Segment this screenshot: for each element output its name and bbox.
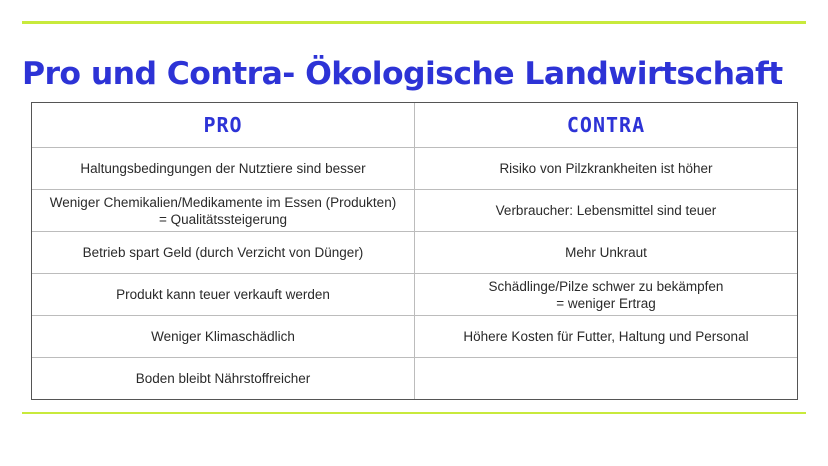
pro-cell bbox=[32, 148, 415, 190]
table-row bbox=[32, 148, 798, 190]
cell-text-line: Weniger Klimaschädlich bbox=[151, 329, 295, 344]
cell-text-line: Betrieb spart Geld (durch Verzicht von Dünger) bbox=[82, 245, 364, 260]
table-row bbox=[32, 358, 798, 400]
table-row bbox=[32, 232, 798, 274]
contra-column-header: CONTRA bbox=[415, 103, 798, 148]
table-header-row bbox=[32, 103, 798, 148]
pro-cell bbox=[32, 190, 415, 232]
cell-text-line: Haltungsbedingungen der Nutztiere sind besser bbox=[80, 161, 366, 176]
contra-cell bbox=[415, 148, 798, 190]
cell-text-line: Weniger Chemikalien/Medikamente im Essen (Produkten) bbox=[49, 194, 397, 210]
pro-cell bbox=[32, 274, 415, 316]
table-row bbox=[32, 190, 798, 232]
pro-cell bbox=[32, 358, 415, 400]
cell-text-line: Mehr Unkraut bbox=[565, 245, 647, 260]
top-accent-rule bbox=[22, 21, 806, 24]
pro-contra-table bbox=[31, 102, 798, 400]
table-row bbox=[32, 274, 798, 316]
cell-text-line: Schädlinge/Pilze schwer zu bekämpfen bbox=[488, 278, 724, 294]
contra-cell bbox=[415, 274, 798, 316]
pro-cell bbox=[32, 316, 415, 358]
pro-column-header: PRO bbox=[32, 103, 415, 148]
cell-text-line: = Qualitätssteigerung bbox=[159, 211, 287, 227]
cell-text-line: Verbraucher: Lebensmittel sind teuer bbox=[495, 203, 717, 218]
cell-text-line: Höhere Kosten für Futter, Haltung und Personal bbox=[463, 329, 749, 344]
contra-cell bbox=[415, 316, 798, 358]
contra-cell bbox=[415, 190, 798, 232]
contra-cell bbox=[415, 232, 798, 274]
pro-cell bbox=[32, 232, 415, 274]
table-row bbox=[32, 316, 798, 358]
cell-text-line: = weniger Ertrag bbox=[556, 295, 656, 311]
cell-text-line: Produkt kann teuer verkauft werden bbox=[116, 287, 330, 302]
page-title: Pro und Contra- Ökologische Landwirtschaft bbox=[22, 56, 783, 93]
cell-text-line: Boden bleibt Nährstoffreicher bbox=[135, 371, 311, 386]
bottom-accent-rule bbox=[22, 412, 806, 414]
contra-cell-empty bbox=[415, 358, 798, 400]
cell-text-line: Risiko von Pilzkrankheiten ist höher bbox=[499, 161, 713, 176]
